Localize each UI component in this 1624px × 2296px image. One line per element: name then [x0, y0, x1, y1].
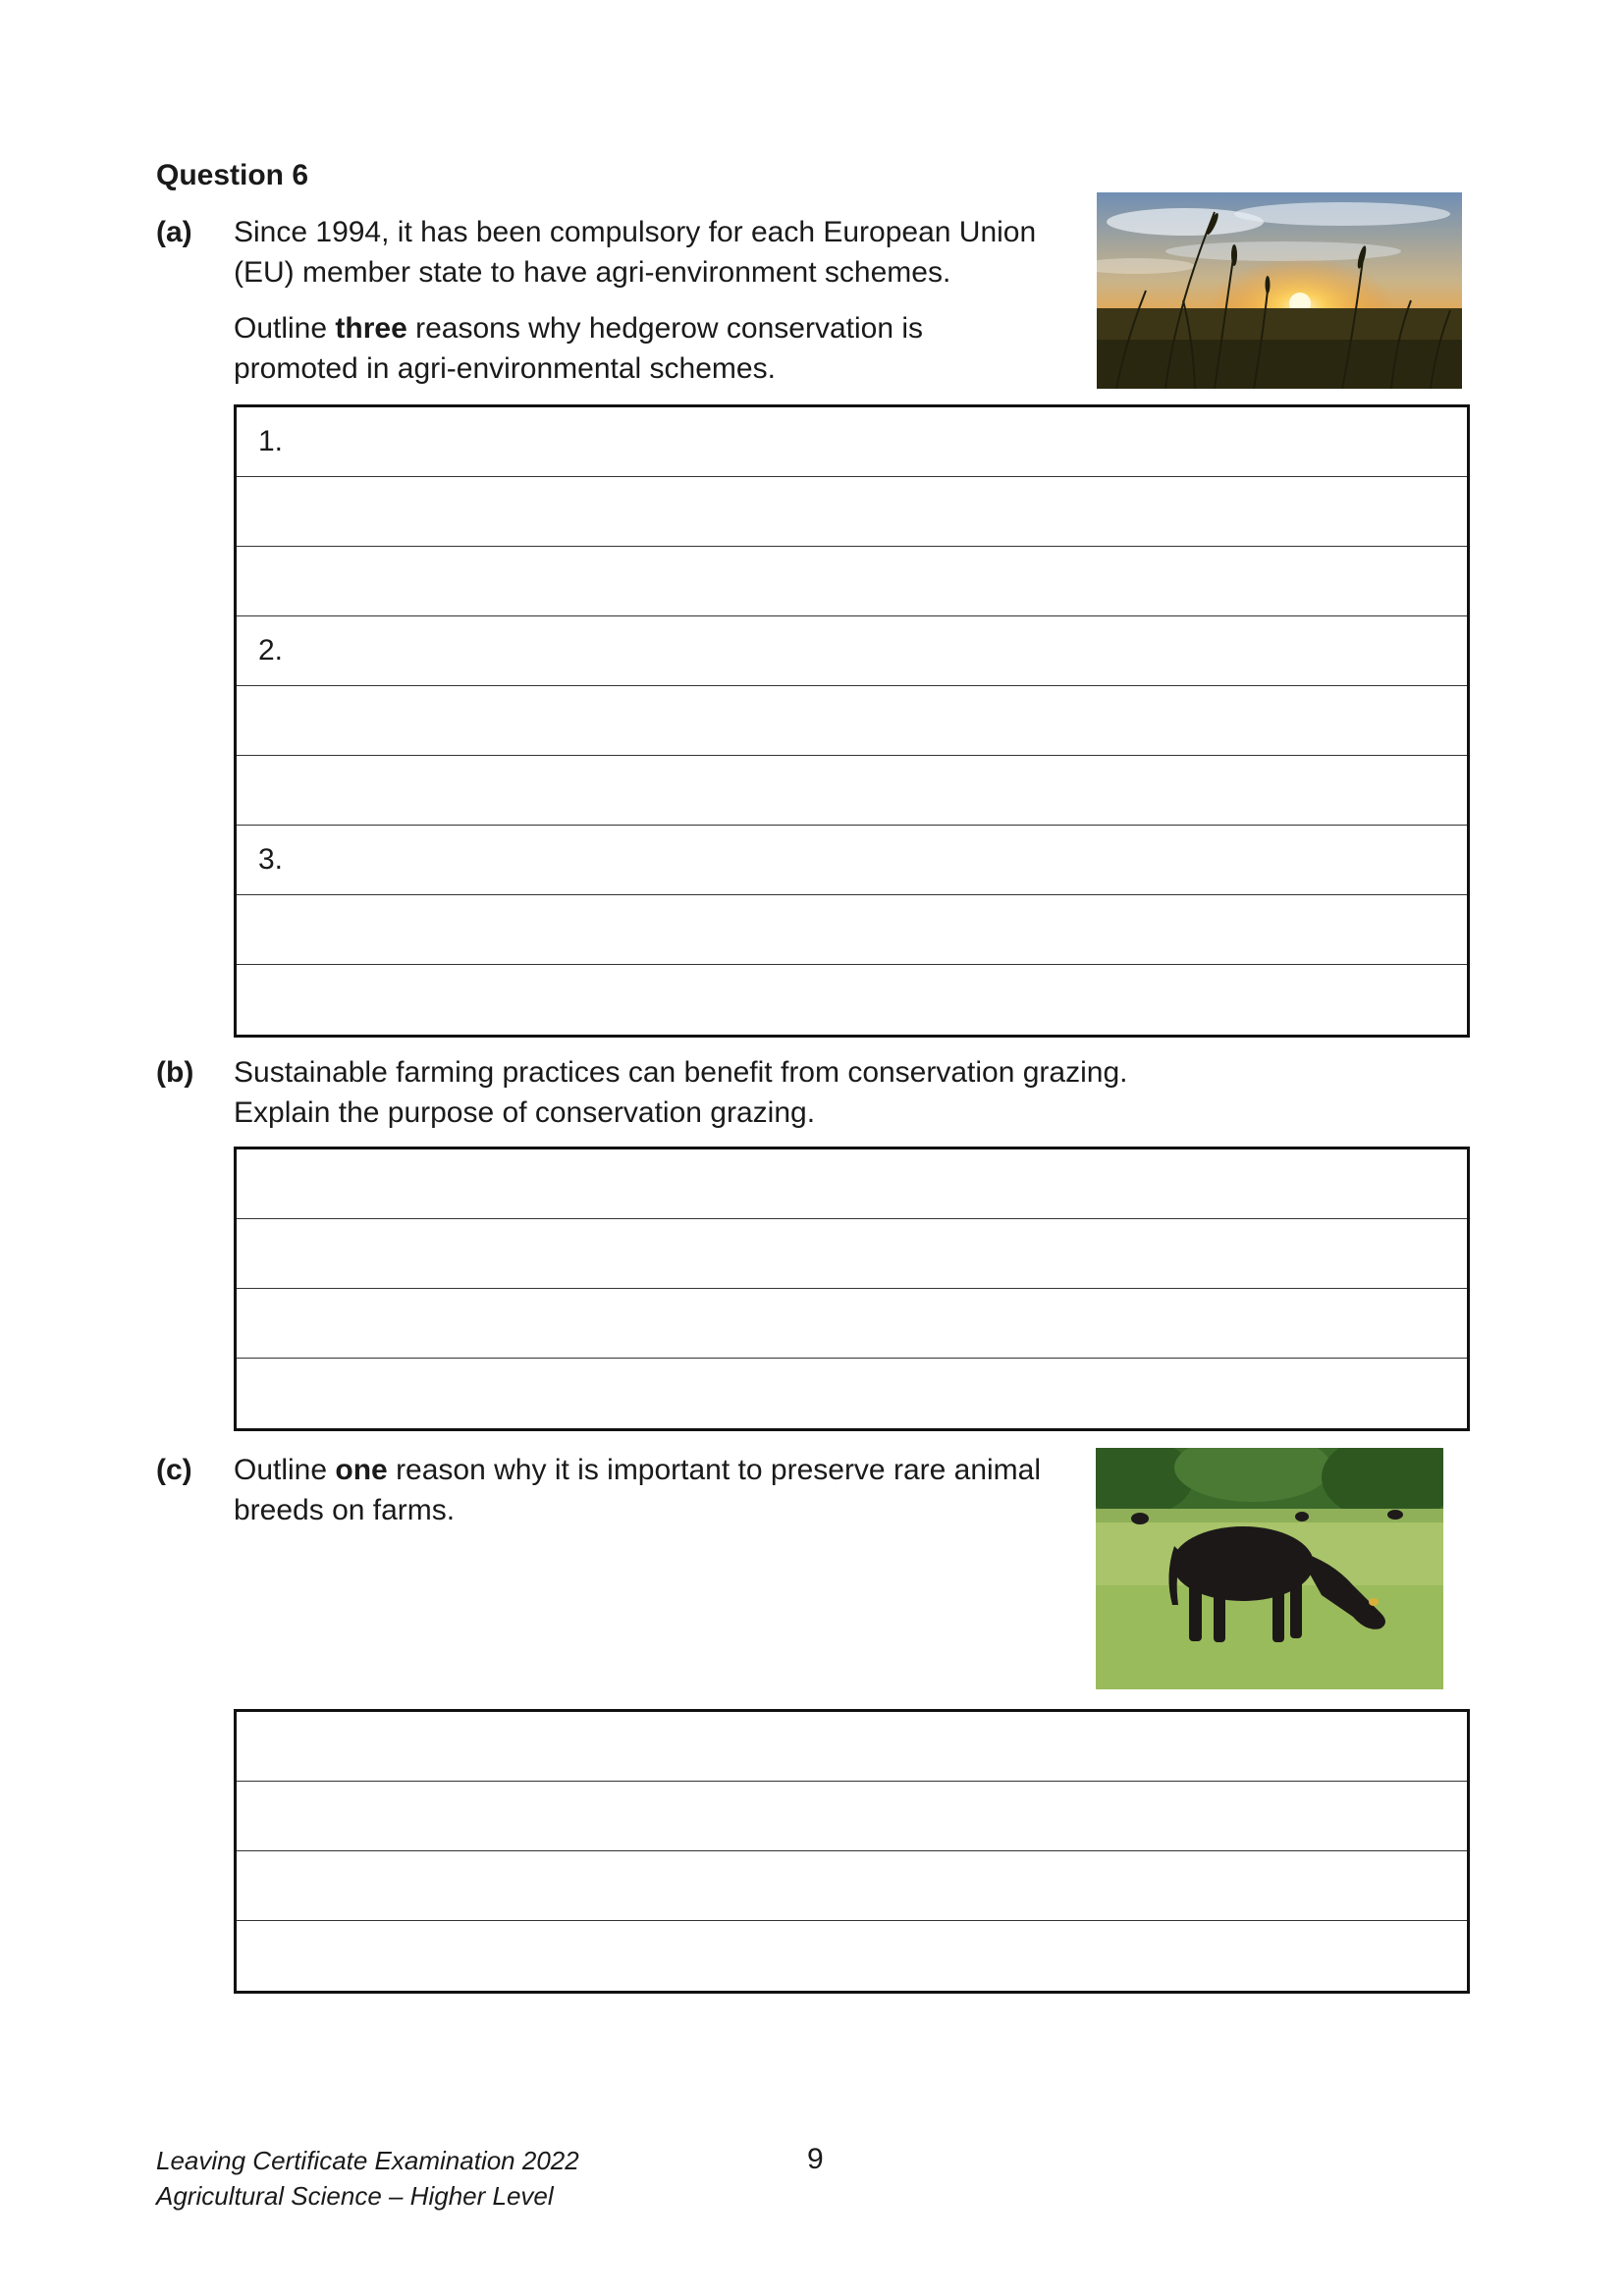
part-a-prompt-pre: Outline [234, 312, 336, 345]
answer-line[interactable] [237, 826, 1467, 895]
answer-line[interactable] [237, 616, 1467, 686]
part-a-prompt [234, 308, 923, 389]
answer-line[interactable] [237, 1359, 1467, 1428]
answer-line[interactable] [237, 1712, 1467, 1782]
part-a-intro [234, 212, 1036, 293]
answer-line[interactable] [237, 895, 1467, 965]
part-b-line2: Explain the purpose of conservation grazing. [234, 1096, 816, 1129]
sunset-grass-photo [1097, 192, 1462, 389]
part-a-intro-line1: Since 1994, it has been compulsory for each European Union [234, 216, 1037, 248]
answer-line[interactable] [237, 1921, 1467, 1991]
page-number: 9 [807, 2143, 824, 2175]
question-title: Question 6 [156, 159, 309, 191]
answer-line[interactable] [237, 407, 1467, 477]
answer-line[interactable] [237, 1851, 1467, 1921]
answer-number-2: 2. [258, 634, 284, 667]
part-b-answer-box[interactable] [234, 1147, 1470, 1431]
part-c-prompt-line2: breeds on farms. [234, 1494, 456, 1526]
answer-line[interactable] [237, 1289, 1467, 1359]
grazing-cow-photo [1096, 1448, 1443, 1689]
answer-line[interactable] [237, 547, 1467, 616]
grazing-cow-illustration [1096, 1448, 1443, 1689]
part-c-prompt-bold: one [335, 1454, 388, 1486]
part-c-label: (c) [156, 1454, 192, 1486]
answer-line[interactable] [237, 477, 1467, 547]
part-a-intro-line2: (EU) member state to have agri-environment schemes. [234, 256, 951, 289]
answer-line[interactable] [237, 1219, 1467, 1289]
part-b-prompt [234, 1052, 1127, 1133]
part-a-prompt-post: reasons why hedgerow conservation is [406, 312, 924, 345]
part-a-prompt-bold: three [335, 312, 407, 345]
part-c-answer-box[interactable] [234, 1709, 1470, 1994]
answer-line[interactable] [237, 756, 1467, 826]
footer-subject: Agricultural Science – Higher Level [156, 2181, 554, 2211]
part-a-label: (a) [156, 216, 192, 248]
sunset-grass-illustration [1097, 192, 1462, 389]
part-c-prompt-pre: Outline [234, 1454, 336, 1486]
part-b-line1: Sustainable farming practices can benefit from conservation grazing. [234, 1056, 1128, 1089]
answer-number-3: 3. [258, 843, 284, 876]
answer-line[interactable] [237, 1782, 1467, 1851]
part-a-prompt-line2: promoted in agri-environmental schemes. [234, 352, 776, 385]
answer-line[interactable] [237, 686, 1467, 756]
part-c-prompt [234, 1450, 1041, 1530]
answer-line[interactable] [237, 965, 1467, 1035]
part-b-label: (b) [156, 1056, 194, 1089]
part-c-prompt-post: reason why it is important to preserve rare animal [387, 1454, 1042, 1486]
answer-line[interactable] [237, 1149, 1467, 1219]
part-a-answer-box[interactable] [234, 404, 1470, 1038]
answer-number-1: 1. [258, 425, 284, 457]
footer-exam-name: Leaving Certificate Examination 2022 [156, 2146, 579, 2175]
